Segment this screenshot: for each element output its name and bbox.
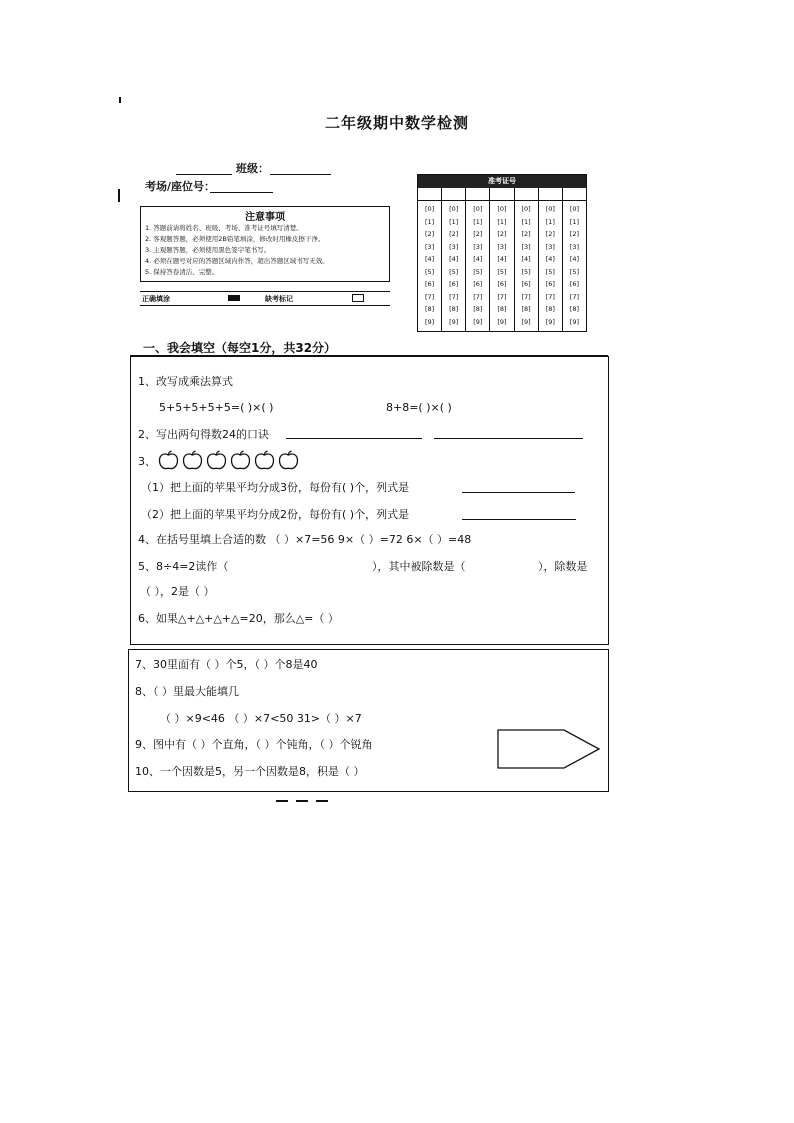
filled-mark-icon [228,295,240,301]
digit-bubble[interactable]: [1] [497,217,507,226]
digit-bubble[interactable]: [2] [545,230,555,238]
digit-bubble[interactable]: [0] [473,205,483,213]
answer-line[interactable] [286,426,422,439]
digit-bubble[interactable]: [3] [521,242,531,251]
page-title: 二年级期中数学检测 [324,114,469,132]
digit-bubble[interactable]: [9] [473,317,483,326]
digit-bubble[interactable]: [0] [521,205,531,213]
apple-icon [278,450,299,470]
digit-bubble[interactable]: [4] [449,255,459,263]
digit-bubble[interactable]: [7] [521,292,531,301]
question-4: 4、在括号里填上合适的数 （ ）×7=56 9×（ ）=72 6×（ ）=48 [138,533,472,546]
digit-bubble[interactable]: [2] [449,230,459,238]
digit-bubble[interactable]: [0] [497,205,507,213]
digit-bubble[interactable]: [1] [449,217,459,226]
question-1-a: 5+5+5+5+5=( )×( ) [159,401,274,414]
notice-item: 2. 客观题答题，必须使用2B铅笔填涂，修改时用橡皮擦干净。 [145,235,325,243]
ticket-column [539,201,563,331]
digit-bubble[interactable]: [6] [449,280,459,288]
notice-item: 5. 保持答卷清洁、完整。 [145,268,219,276]
digit-bubble[interactable]: [5] [569,267,580,276]
ticket-title: 准考证号 [418,175,586,188]
apple-icon [206,450,227,470]
scan-mark [118,189,120,202]
room-seat-label: 考场/座位号： [145,180,216,193]
digit-bubble[interactable]: [5] [424,267,435,276]
notice-box [140,206,390,282]
digit-bubble[interactable]: [1] [545,217,555,226]
name-line [176,160,232,175]
digit-bubble[interactable]: [5] [521,267,531,276]
class-field[interactable] [270,160,331,175]
fill-legend [140,291,390,306]
digit-bubble[interactable]: [1] [473,217,483,226]
ticket-column [490,201,514,331]
digit-bubble[interactable]: [8] [545,305,555,313]
digit-bubble[interactable]: [4] [569,255,580,263]
room-seat-field[interactable] [210,178,273,193]
question-3: 3、 [138,455,156,468]
question-5-part-3: ），除数是 [538,560,588,573]
question-5-part-1: 5、8÷4=2读作（ [138,560,229,573]
digit-bubble[interactable]: [9] [521,317,531,326]
digit-bubble[interactable]: [2] [424,230,435,238]
ticket-column [418,201,442,331]
digit-bubble[interactable]: [0] [545,205,555,213]
ticket-write-row [418,188,586,201]
digit-bubble[interactable]: [9] [569,317,580,326]
notice-title: 注意事项 [245,212,285,223]
digit-bubble[interactable]: [1] [569,217,580,226]
digit-bubble[interactable]: [3] [449,242,459,251]
apple-row [158,450,299,470]
apple-icon [158,450,179,470]
digit-bubble[interactable]: [8] [497,305,507,313]
digit-bubble[interactable]: [0] [424,205,435,213]
answer-line[interactable] [462,480,575,493]
apple-icon [254,450,275,470]
ticket-column [442,201,466,331]
ticket-column [563,201,586,331]
question-3-1: （1）把上面的苹果平均分成3份，每份有( )个，列式是 [141,481,410,494]
missing-mark-checkbox[interactable] [352,294,364,302]
ticket-bubble-grid [418,201,586,331]
question-2: 2、写出两句得数24的口诀 [138,428,269,441]
digit-bubble[interactable]: [5] [449,267,459,276]
digit-bubble[interactable]: [0] [449,205,459,213]
digit-bubble[interactable]: [3] [545,242,555,251]
digit-bubble[interactable]: [2] [497,230,507,238]
digit-bubble[interactable]: [4] [545,255,555,263]
digit-bubble[interactable]: [8] [473,305,483,313]
question-5-part-4: （ ），2是（ ） [140,585,215,598]
digit-bubble[interactable]: [9] [424,317,435,326]
digit-bubble[interactable]: [6] [424,280,435,288]
correct-fill-label: 正确填涂 [142,295,170,303]
digit-bubble[interactable]: [1] [521,217,531,226]
digit-bubble[interactable]: [8] [449,305,459,313]
question-3-2: （2）把上面的苹果平均分成2份，每份有( )个，列式是 [141,508,410,521]
digit-bubble[interactable]: [3] [424,242,435,251]
apple-icon [230,450,251,470]
question-7: 7、30里面有（ ）个5，（ ）个8是40 [135,658,318,671]
notice-item: 3. 主观题答题，必须使用黑色签字笔书写。 [145,246,271,254]
digit-bubble[interactable]: [6] [521,280,531,288]
question-1: 1、改写成乘法算式 [138,375,233,388]
admission-ticket-grid [417,174,587,332]
digit-bubble[interactable]: [2] [473,230,483,238]
digit-bubble[interactable]: [5] [545,267,555,276]
digit-bubble[interactable]: [4] [473,255,483,263]
digit-bubble[interactable]: [8] [521,305,531,313]
answer-line[interactable] [462,507,576,520]
digit-bubble[interactable]: [7] [473,292,483,301]
ticket-column [466,201,490,331]
digit-bubble[interactable]: [2] [569,230,580,238]
section-heading: 一、我会填空（每空1分，共32分） [143,341,337,355]
digit-bubble[interactable]: [9] [497,317,507,326]
apple-icon [182,450,203,470]
notice-item: 1. 答题前请将姓名、班级、考场、准考证号填写清楚。 [145,224,303,232]
answer-box-1 [130,356,609,645]
digit-bubble[interactable]: [3] [473,242,483,251]
class-label: 班级： [236,162,269,175]
digit-bubble[interactable]: [7] [424,292,435,301]
question-8: 8、（ ）里最大能填几 [135,685,239,698]
digit-bubble[interactable]: [6] [545,280,555,288]
digit-bubble[interactable]: [6] [569,280,580,288]
digit-bubble[interactable]: [5] [473,267,483,276]
digit-bubble[interactable]: [7] [545,292,555,301]
digit-bubble[interactable]: [4] [424,255,435,263]
digit-bubble[interactable]: [7] [497,292,507,301]
digit-bubble[interactable]: [9] [449,317,459,326]
digit-bubble[interactable]: [0] [569,205,580,213]
digit-bubble[interactable]: [8] [424,305,435,313]
question-8-items: （ ）×9<46 （ ）×7<50 31>（ ）×7 [160,712,362,725]
question-9: 9、图中有（ ）个直角，（ ）个钝角，（ ）个锐角 [135,738,373,751]
scan-mark [316,800,328,802]
digit-bubble[interactable]: [3] [497,242,507,251]
digit-bubble[interactable]: [8] [569,305,580,313]
missing-mark-label: 缺考标记 [265,295,293,303]
digit-bubble[interactable]: [4] [497,255,507,263]
digit-bubble[interactable]: [4] [521,255,531,263]
digit-bubble[interactable]: [6] [473,280,483,288]
pentagon-shape-icon [496,728,602,770]
question-6: 6、如果△+△+△+△=20，那么△=（ ） [138,612,339,625]
notice-item: 4. 必须在题号对应的答题区域内作答，超出答题区域书写无效。 [145,257,329,265]
answer-line[interactable] [434,426,583,439]
question-10: 10、一个因数是5，另一个因数是8，积是（ ） [135,765,365,778]
digit-bubble[interactable]: [1] [424,217,435,226]
scan-mark [276,800,288,802]
scan-mark [296,800,308,802]
digit-bubble[interactable]: [7] [449,292,459,301]
digit-bubble[interactable]: [5] [497,267,507,276]
question-5-part-2: ），其中被除数是（ [372,560,466,573]
question-1-b: 8+8=( )×( ) [386,401,452,414]
scan-mark [119,97,121,103]
digit-bubble[interactable]: [9] [545,317,555,326]
digit-bubble[interactable]: [2] [521,230,531,238]
digit-bubble[interactable]: [7] [569,292,580,301]
digit-bubble[interactable]: [6] [497,280,507,288]
ticket-column [515,201,539,331]
digit-bubble[interactable]: [3] [569,242,580,251]
